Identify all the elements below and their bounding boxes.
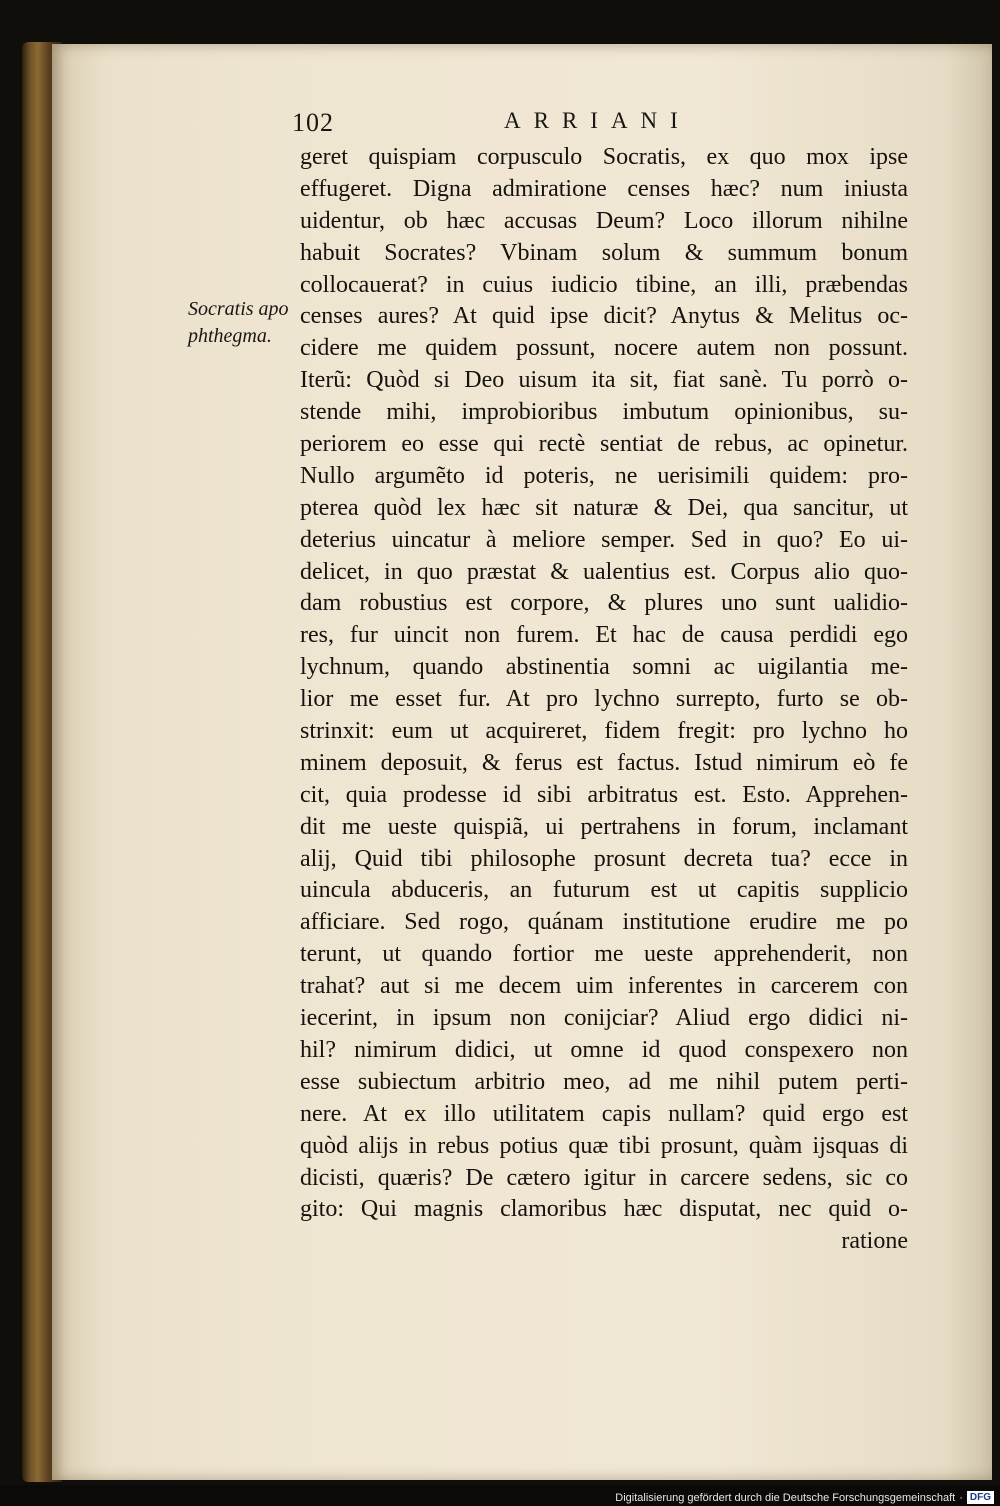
main-text — [300, 142, 908, 1258]
text-line: terunt, ut quando fortior me ueste apprehenderit, non — [300, 941, 908, 968]
text-line: res, fur uincit non furem. Et hac de causa perdidi ego — [300, 622, 908, 649]
text-line: trahat? aut si me decem uim inferentes in carcerem con — [300, 973, 908, 1000]
text-line: stende mihi, improbioribus imbutum opinionibus, su- — [300, 399, 908, 426]
text-line: censes aures? At quid ipse dicit? Anytus & Melitus oc- — [300, 303, 908, 330]
text-line: habuit Socrates? Vbinam solum & summum bonum — [300, 239, 908, 266]
text-line: lychnum, quando abstinentia somni ac uigilantia me- — [300, 654, 908, 681]
text-line: strinxit: eum ut acquireret, fidem fregit: pro lychno ho — [300, 718, 908, 745]
text-line: alij, Quid tibi philosophe prosunt decreta tua? ecce in — [300, 845, 908, 872]
text-line: iecerint, in ipsum non conijciar? Aliud ergo didici ni- — [300, 1005, 908, 1032]
text-line: hil? nimirum didici, ut omne id quod conspexero non — [300, 1036, 908, 1063]
text-line: uincula abduceris, an futurum est ut capitis supplicio — [300, 877, 908, 904]
text-line: nere. At ex illo utilitatem capis nullam? quid ergo est — [300, 1100, 908, 1127]
text-line: afficiare. Sed rogo, quánam institutione erudire me po — [300, 909, 908, 936]
text-line: deterius uincatur à meliore semper. Sed in quo? Eo ui- — [300, 526, 908, 553]
page-number: 102 — [292, 108, 334, 137]
marginal-note-line: phthegma. — [188, 325, 272, 347]
marginal-note-line: Socratis apo — [188, 298, 289, 320]
marginal-note — [188, 296, 296, 350]
text-line: geret quispiam corpusculo Socratis, ex quo mox ipse — [300, 144, 908, 170]
text-line: delicet, in quo præstat & ualentius est. Corpus alio quo- — [300, 558, 908, 585]
text-line: cit, quia prodesse id sibi arbitratus est. Esto. Apprehen- — [300, 781, 908, 808]
text-line: effugeret. Digna admiratione censes hæc? num iniusta — [300, 175, 908, 202]
footer-credit — [615, 1491, 994, 1504]
text-line: ratione — [841, 1228, 908, 1255]
footer-credit-text: Digitalisierung gefördert durch die Deutsche Forschungsgemeinschaft — [615, 1491, 956, 1504]
running-head — [292, 108, 772, 142]
text-line: lior me esset fur. At pro lychno surrepto, furto se ob- — [300, 686, 908, 713]
running-title: ARRIANI — [504, 108, 691, 133]
text-line: periorem eo esse qui rectè sentiat de rebus, ac opinetur. — [300, 431, 908, 458]
separator-dot: · — [959, 1491, 963, 1504]
text-line: pterea quòd lex hæc sit naturæ & Dei, qua sancitur, ut — [300, 494, 908, 521]
text-line: collocauerat? in cuius iudicio tibine, an illi, præbendas — [300, 271, 908, 298]
text-line: dicisti, quæris? De cætero igitur in carcere sedens, sic co — [300, 1164, 908, 1191]
text-line: Iterũ: Quòd si Deo uisum ita sit, fiat sanè. Tu porrò o- — [300, 367, 908, 394]
text-line: cidere me quidem possunt, nocere autem non possunt. — [300, 335, 908, 362]
text-line: gito: Qui magnis clamoribus hæc disputat, nec quid o- — [300, 1196, 908, 1223]
text-line: uidentur, ob hæc accusas Deum? Loco illorum nihilne — [300, 207, 908, 234]
text-line: esse subiectum arbitrio meo, ad me nihil putem perti- — [300, 1068, 908, 1095]
text-line: dam robustius est corpore, & plures uno sunt ualidio- — [300, 590, 908, 617]
dfg-logo: DFG — [967, 1491, 994, 1504]
text-line: minem deposuit, & ferus est factus. Istud nimirum eò fe — [300, 749, 908, 776]
text-line: quòd alijs in rebus potius quæ tibi prosunt, quàm ijsquas di — [300, 1132, 908, 1159]
text-line: Nullo argumẽto id poteris, ne uerisimili quidem: pro- — [300, 462, 908, 489]
text-line: dit me ueste quispiã, ui pertrahens in forum, inclamant — [300, 813, 908, 840]
